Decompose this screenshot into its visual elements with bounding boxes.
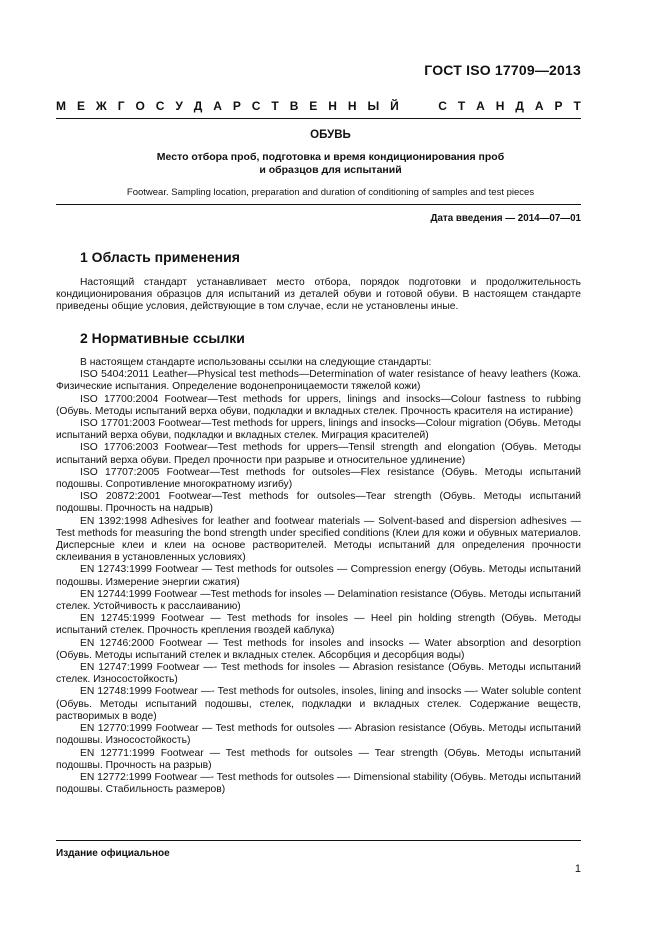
banner-letter: Н: [495, 99, 505, 113]
banner-letter: У: [175, 99, 183, 113]
banner-letter: М: [56, 99, 66, 113]
subtitle-line: Место отбора проб, подготовка и время кондиционирования проб: [156, 151, 505, 163]
banner-letter: Д: [515, 99, 524, 113]
paragraph: Настоящий стандарт устанавливает место отбора, порядок подготовки и продолжительность кондиционирования образцов для испытаний из деталей обуви и готовой обуви. В настоящем стандарте приведены общие условия, действующие в том случае, если не установлены иные.: [56, 277, 581, 313]
reference-item: ISO 17707:2005 Footwear—Test methods for outsoles—Flex resistance (Обувь. Методы испытаний подошвы. Сопротивление многократному изгибу): [56, 466, 581, 491]
reference-item: EN 12770:1999 Footwear — Test methods for outsoles —- Abrasion resistance (Обувь. Методы испытаний подошвы. Износостойкость): [56, 723, 581, 747]
banner-letter: О: [135, 99, 145, 113]
banner-letter: Е: [309, 99, 318, 113]
reference-item: EN 1392:1998 Adhesives for leather and footwear materials — Solvent-based and dispersion adhesives — Test methods for measuring the bond strength under specified conditions (Клеи для кожи и обувных материалов. Дисперсные клеи и клеи на основе растворителей. Методы испытаний для определения прочности склеивания в установленных условиях): [56, 515, 581, 564]
banner-spacer: [424, 99, 427, 113]
introduction-date: Дата введения — 2014—07—01: [430, 213, 581, 224]
banner-letter: Т: [573, 99, 581, 113]
paragraph: В настоящем стандарте использованы ссылки на следующие стандарты:: [80, 357, 432, 368]
references-list: [56, 357, 581, 796]
reference-item: EN 12745:1999 Footwear — Test methods for insoles — Heel pin holding strength (Обувь. Методы испытаний стелек. Прочность крепления гвоздей каблука): [56, 613, 581, 637]
banner-letter: Й: [390, 99, 399, 113]
banner-spacer: [410, 99, 413, 113]
banner-letter: А: [476, 99, 485, 113]
scope-text: [56, 277, 581, 314]
reference-item: ISO 20872:2001 Footwear—Test methods for outsoles—Tear strength (Обувь. Методы испытаний подошвы. Прочность на надрыв): [56, 491, 581, 515]
page-number: 1: [574, 863, 581, 875]
reference-item: EN 12744:1999 Footwear —Test methods for insoles — Delamination resistance (Обувь. Методы испытаний стелек. Устойчивость к расслаиванию): [56, 588, 581, 613]
banner-letter: Ы: [367, 99, 380, 113]
reference-item: ISO 17701:2003 Footwear—Test methods for uppers, linings and insocks—Colour migration (Обувь. Методы испытаний верха обуви, подкладки и вкладных стелек. Миграция красителей): [56, 418, 581, 442]
interstate-standard-banner: [56, 99, 581, 113]
reference-item: EN 12771:1999 Footwear — Test methods for outsoles — Tear strength (Обувь. Методы испытаний подошвы. Прочность на разрыв): [56, 747, 581, 771]
banner-letter: В: [289, 99, 299, 113]
edition-label: Издание официальное: [56, 848, 170, 859]
reference-item: EN 12748:1999 Footwear —- Test methods for outsoles, insoles, lining and insocks —- Water soluble content (Обувь. Методы испытаний подошвы, стелек, подкладки и вкладных стелек. Содержание веществ, растворимых в воде): [56, 686, 581, 722]
reference-item: EN 12746:2000 Footwear — Test methods for insoles and insocks — Water absorption and desorption (Обувь. Методы испытаний стелек и вкладных стелек. Абсорбция и десорбция воды): [56, 637, 581, 661]
banner-letter: С: [155, 99, 165, 113]
banner-letter: Е: [76, 99, 85, 113]
banner-letter: Н: [328, 99, 337, 113]
banner-letter: Ж: [95, 99, 107, 113]
banner-letter: С: [251, 99, 261, 113]
title-divider: [56, 204, 581, 205]
reference-item: ISO 5404:2011 Leather—Physical test methods—Determination of water resistance of heavy leathers (Кожа. Физические испытания. Определение водонепроницаемости тяжелой кожи): [56, 369, 581, 393]
footer-divider: [56, 840, 581, 841]
banner-letter: Д: [193, 99, 203, 113]
section-heading-references: 2 Нормативные ссылки: [80, 330, 245, 346]
header-divider: [56, 118, 581, 119]
english-title: Footwear. Sampling location, preparation and duration of conditioning of samples and test pieces: [126, 187, 535, 198]
title-block: [80, 129, 581, 198]
section-heading-scope: 1 Область применения: [80, 249, 240, 265]
standard-number: ГОСТ ISO 17709—2013: [424, 62, 581, 78]
document-title: ОБУВЬ: [310, 129, 351, 141]
reference-item: ISO 17700:2004 Footwear—Test methods for uppers, linings and insocks—Colour fastness to rubbing (Обувь. Методы испытаний верха обуви, подкладки и вкладных стелек. Прочность красителя на истирание): [56, 393, 581, 417]
reference-item: EN 12772:1999 Footwear —- Test methods for outsoles —- Dimensional stability (Обувь. Методы испытаний подошвы. Стабильность размеров): [56, 771, 581, 796]
document-subtitle: [80, 151, 581, 177]
reference-item: ISO 17706:2003 Footwear—Test methods for uppers—Tensil strength and elongation (Обувь. Методы испытаний верха обуви. Предел прочности при разрыве и относительное удлинение): [56, 442, 581, 466]
banner-letter: С: [438, 99, 447, 113]
banner-letter: Н: [347, 99, 357, 113]
reference-item: EN 12747:1999 Footwear —- Test methods for insoles — Abrasion resistance (Обувь. Методы испытаний стелек. Износостойкость): [56, 662, 581, 686]
banner-letter: А: [213, 99, 222, 113]
banner-letter: Т: [457, 99, 466, 113]
banner-letter: А: [534, 99, 544, 113]
banner-letter: Р: [232, 99, 241, 113]
banner-letter: Г: [117, 99, 125, 113]
banner-letter: Р: [554, 99, 563, 113]
banner-letter: Т: [271, 99, 279, 113]
subtitle-line: и образцов для испытаний: [259, 164, 402, 176]
reference-item: EN 12743:1999 Footwear — Test methods for outsoles — Compression energy (Обувь. Методы испытаний подошвы. Измерение энергии сжатия): [56, 564, 581, 588]
